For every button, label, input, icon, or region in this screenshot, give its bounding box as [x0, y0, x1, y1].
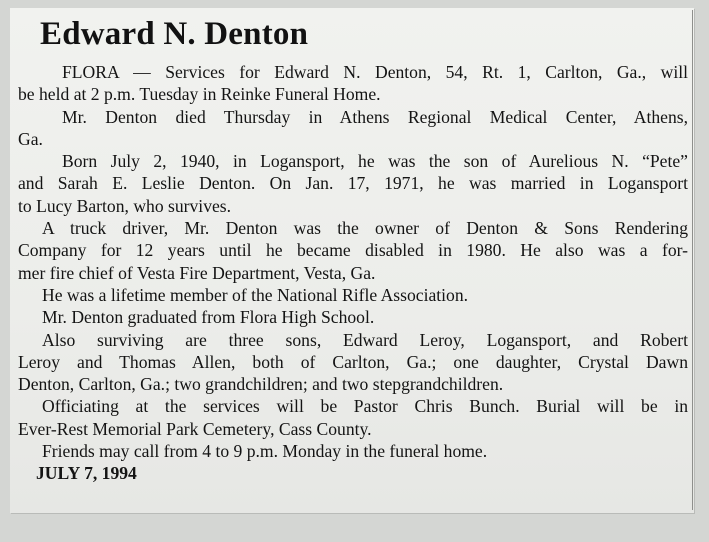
obituary-line: FLORA — Services for Edward N. Denton, 54, Rt. 1, Carlton, Ga., will: [62, 62, 688, 82]
obituary-line: Denton, Carlton, Ga.; two grandchildren; and two stepgrandchildren.: [18, 374, 504, 395]
obituary-line: He was a lifetime member of the National Rifle Association.: [42, 284, 469, 305]
obituary-line: Also surviving are three sons, Edward Leroy, Logansport, and Robert: [42, 329, 688, 350]
obituary-line: Ever-Rest Memorial Park Cemetery, Cass County.: [18, 418, 372, 439]
obituary-line: and Sarah E. Leslie Denton. On Jan. 17, 1971, he was married in Logansport: [18, 173, 688, 194]
obituary-line: Leroy and Thomas Allen, both of Carlton, Ga.; one daughter, Crystal Dawn: [18, 351, 688, 372]
obituary-line: Friends may call from 4 to 9 p.m. Monday in the funeral home.: [42, 441, 488, 462]
obituary-line: Mr. Denton died Thursday in Athens Regional Medical Center, Athens,: [62, 106, 688, 127]
obituary-line: Born July 2, 1940, in Logansport, he was the son of Aurelious N. “Pete”: [62, 151, 688, 172]
obituary-line: be held at 2 p.m. Tuesday in Reinke Funeral Home.: [18, 84, 381, 105]
obituary-line: mer fire chief of Vesta Fire Department, Vesta, Ga.: [18, 262, 376, 283]
obituary-line: Mr. Denton graduated from Flora High School.: [42, 307, 375, 328]
obituary-line: Officiating at the services will be Pastor Chris Bunch. Burial will be in: [42, 396, 688, 417]
obituary-body: [18, 61, 688, 485]
obituary-line: Ga.: [18, 128, 43, 149]
obituary-dateline: JULY 7, 1994: [36, 463, 137, 484]
column-rule: [692, 10, 693, 510]
obituary-line: A truck driver, Mr. Denton was the owner of Denton & Sons Rendering: [42, 218, 688, 239]
obituary-line: to Lucy Barton, who survives.: [18, 195, 232, 216]
obituary-headline: Edward N. Denton: [40, 16, 309, 52]
obituary-line: Company for 12 years until he became disabled in 1980. He also was a for-: [18, 240, 688, 261]
